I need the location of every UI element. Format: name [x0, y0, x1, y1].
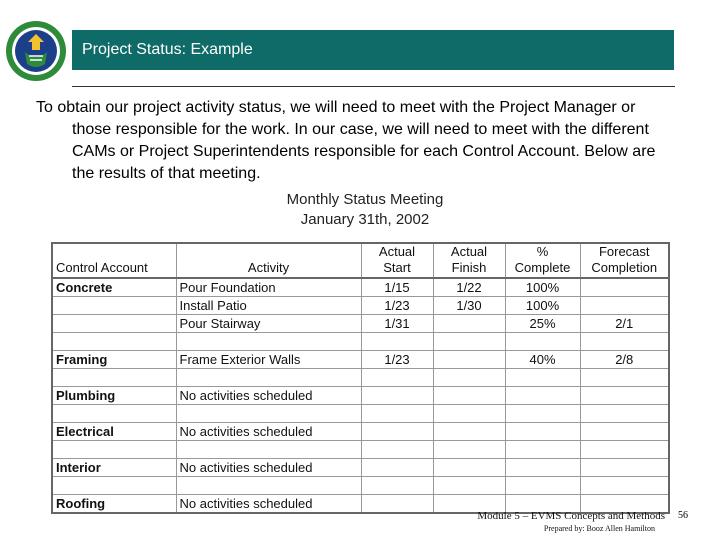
header-divider: [72, 86, 675, 87]
cell-percent: [505, 387, 580, 405]
cell-activity: Pour Stairway: [176, 315, 361, 333]
cell-start: [361, 459, 433, 477]
page-number: 56: [678, 510, 688, 521]
cell-percent: 100%: [505, 278, 580, 297]
cell-start: 1/23: [361, 351, 433, 369]
meeting-heading: [200, 190, 530, 230]
cell-finish: [433, 423, 505, 441]
cell-activity: No activities scheduled: [176, 495, 361, 514]
table-row: [52, 423, 669, 441]
meeting-date: January 31th, 2002: [300, 211, 430, 228]
table-spacer-row: [52, 477, 669, 495]
table-spacer-row: [52, 369, 669, 387]
status-table: [51, 242, 670, 514]
cell-account: [52, 315, 176, 333]
cell-forecast: [580, 387, 669, 405]
cell-forecast: [580, 423, 669, 441]
cell-activity: Pour Foundation: [176, 278, 361, 297]
cell-finish: 1/30: [433, 297, 505, 315]
cell-start: [361, 423, 433, 441]
table-row: [52, 351, 669, 369]
cell-account: Roofing: [52, 495, 176, 514]
cell-percent: 100%: [505, 297, 580, 315]
table-row: [52, 315, 669, 333]
intro-paragraph: [36, 97, 676, 185]
cell-activity: No activities scheduled: [176, 423, 361, 441]
meeting-title: Monthly Status Meeting: [286, 191, 444, 208]
table-header-row: [52, 243, 669, 278]
header-percent-complete: % Complete: [505, 243, 580, 278]
table-spacer-row: [52, 405, 669, 423]
table-row: [52, 278, 669, 297]
cell-forecast: [580, 297, 669, 315]
header-forecast-completion: Forecast Completion: [580, 243, 669, 278]
slide-title-bar: [72, 30, 674, 70]
cell-account: [52, 297, 176, 315]
cell-percent: 40%: [505, 351, 580, 369]
intro-text: To obtain our project activity status, we will need to meet with the Project Manager or those responsible for the work. In our case, we will need to meet with the different CAMs or Project Superintendents responsible for each Control Account. Below are the results of that meeting.: [36, 99, 656, 182]
cell-account: Concrete: [52, 278, 176, 297]
cell-finish: 1/22: [433, 278, 505, 297]
header-actual-start: Actual Start: [361, 243, 433, 278]
slide-footer: [420, 510, 665, 533]
footer-module: Module 5 – EVMS Concepts and Methods: [477, 510, 665, 522]
header-control-account: Control Account: [52, 243, 176, 278]
cell-start: [361, 387, 433, 405]
table-spacer-row: [52, 441, 669, 459]
cell-account: Plumbing: [52, 387, 176, 405]
table-row: [52, 387, 669, 405]
table-spacer-row: [52, 333, 669, 351]
slide-title: Project Status: Example: [82, 41, 253, 58]
table-row: [52, 459, 669, 477]
cell-account: Framing: [52, 351, 176, 369]
cell-activity: No activities scheduled: [176, 459, 361, 477]
cell-forecast: 2/8: [580, 351, 669, 369]
cell-percent: [505, 423, 580, 441]
cell-forecast: [580, 459, 669, 477]
cell-forecast: [580, 278, 669, 297]
cell-forecast: 2/1: [580, 315, 669, 333]
cell-finish: [433, 351, 505, 369]
cell-account: Interior: [52, 459, 176, 477]
header-actual-finish: Actual Finish: [433, 243, 505, 278]
cell-account: Electrical: [52, 423, 176, 441]
header-activity: Activity: [176, 243, 361, 278]
cell-start: 1/15: [361, 278, 433, 297]
cell-activity: Install Patio: [176, 297, 361, 315]
cell-finish: [433, 315, 505, 333]
department-of-energy-seal-icon: [5, 20, 67, 82]
cell-start: 1/31: [361, 315, 433, 333]
cell-start: 1/23: [361, 297, 433, 315]
cell-percent: [505, 459, 580, 477]
cell-activity: No activities scheduled: [176, 387, 361, 405]
cell-finish: [433, 459, 505, 477]
cell-activity: Frame Exterior Walls: [176, 351, 361, 369]
cell-percent: 25%: [505, 315, 580, 333]
footer-prepared-by: Prepared by: Booz Allen Hamilton: [543, 524, 655, 533]
cell-finish: [433, 387, 505, 405]
table-row: [52, 297, 669, 315]
